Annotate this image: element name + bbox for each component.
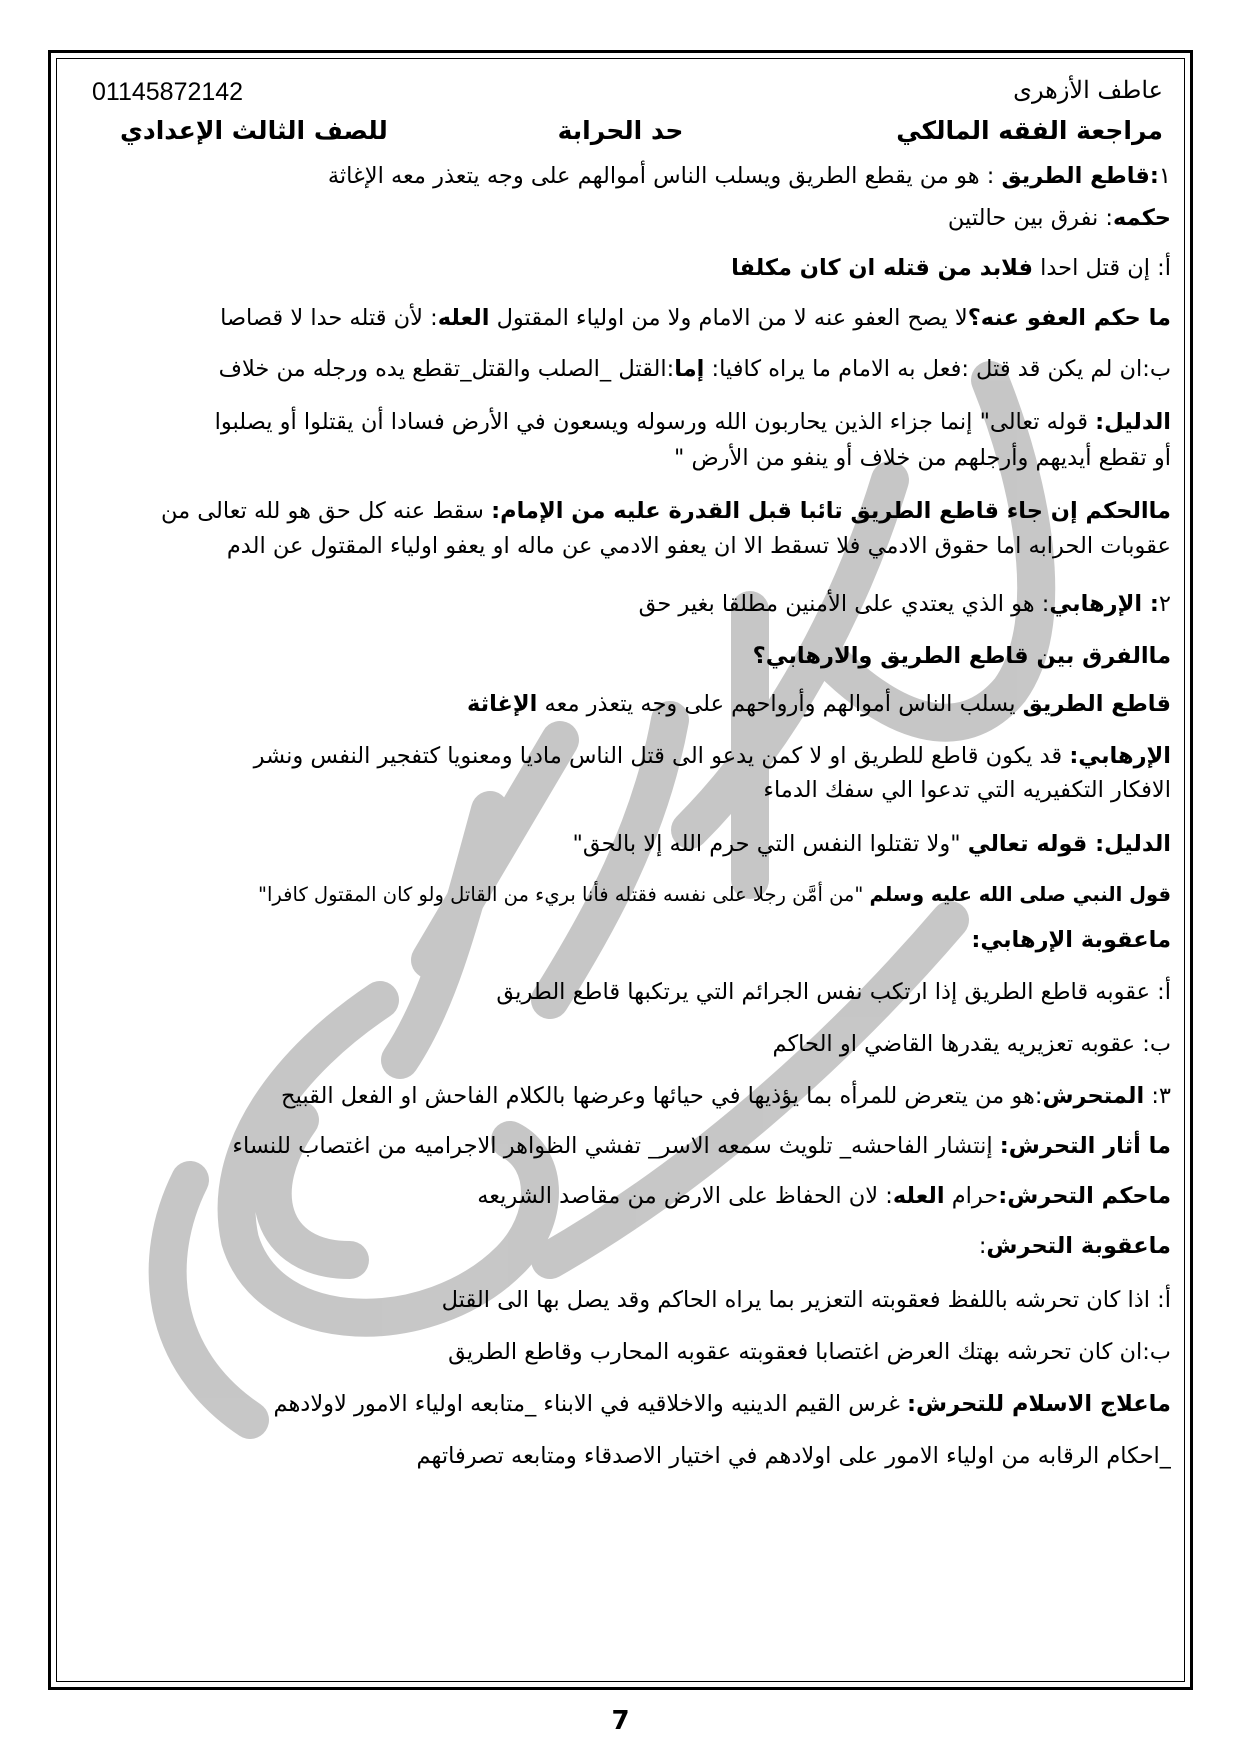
text-line <box>78 442 1171 475</box>
bold-term: ماحكم التحرش: <box>998 1183 1171 1209</box>
text-line <box>78 495 1171 528</box>
text-run: :هو من يتعرض للمرأه بما يؤذيها في حيائها وعرضها بالكلام الفاحش او الفعل القبيح <box>281 1083 1043 1109</box>
text-line <box>78 878 1171 911</box>
bold-term: :قاطع الطريق <box>1001 163 1159 189</box>
page-header <box>70 72 1171 152</box>
text-line <box>78 1180 1171 1213</box>
text-run: ٣: <box>1144 1083 1171 1109</box>
bold-term: قاطع الطريق <box>1022 691 1171 717</box>
text-run: ب: عقوبه تعزيريه يقدرها القاضي او الحاكم <box>772 1031 1171 1057</box>
bold-term: ماعقوبة التحرش <box>986 1233 1171 1259</box>
text-line <box>78 688 1171 721</box>
text-run: : لأن قتله حدا لا قصاصا <box>220 305 438 331</box>
text-run: ١ <box>1158 163 1171 189</box>
text-run: لا يصح العفو عنه لا من الامام ولا من اولياء المقتول <box>489 305 968 331</box>
text-line <box>78 740 1171 773</box>
bold-term: ما أثار التحرش: <box>999 1133 1171 1159</box>
text-line <box>78 302 1171 335</box>
text-line <box>78 406 1171 439</box>
text-run: يسلب الناس أموالهم وأرواحهم على وجه يتعذر معه <box>537 691 1023 717</box>
text-run: أ: عقوبه قاطع الطريق إذا ارتكب نفس الجرائم التي يرتكبها قاطع الطريق <box>496 979 1171 1005</box>
text-line <box>78 1388 1171 1421</box>
text-run: سقط عنه كل حق هو لله تعالى من <box>160 498 492 524</box>
text-line <box>78 1080 1171 1113</box>
text-run: ب:ان لم يكن قد قتل :فعل به الامام ما يراه كافيا: <box>704 356 1171 382</box>
bold-term: ماالفرق بين قاطع الطريق والارهابي؟ <box>752 643 1171 669</box>
text-run: "من أمَّن رجلا على نفسه فقتله فأنا بريء من القاتل ولو كان المقتول كافرا" <box>258 883 870 906</box>
bold-term: العله <box>892 1183 945 1209</box>
grade-label: للصف الثالث الإعدادي <box>120 116 388 145</box>
text-run: : نفرق بين حالتين <box>947 205 1113 231</box>
text-run: حرام <box>944 1183 999 1209</box>
text-run: : لان الحفاظ على الارض من مقاصد الشريعه <box>477 1183 893 1209</box>
text-run: ب:ان كان تحرشه بهتك العرض اغتصابا فعقوبته عقوبه المحارب وقاطع الطريق <box>448 1339 1171 1365</box>
page-number: 7 <box>611 1706 630 1736</box>
bold-term: قول النبي صلى الله عليه وسلم <box>869 883 1171 906</box>
bold-term: الإرهابي: <box>1069 743 1171 769</box>
text-line <box>78 1284 1171 1317</box>
text-line <box>78 353 1171 386</box>
text-line <box>78 1028 1171 1061</box>
subject-title: مراجعة الفقه المالكي <box>896 116 1163 145</box>
text-run: أ: اذا كان تحرشه باللفظ فعقوبته التعزير بما يراه الحاكم وقد يصل بها الى القتل <box>441 1287 1171 1313</box>
text-run: إنتشار الفاحشه_ تلويث سمعه الاسر_ تفشي الظواهر الاجراميه من اغتصاب للنساء <box>232 1133 1000 1159</box>
text-line <box>78 588 1171 621</box>
bold-term: الإغاثة <box>467 691 538 717</box>
text-line <box>78 202 1171 235</box>
text-line <box>78 1130 1171 1163</box>
bold-term: فلابد من قتله ان كان مكلفا <box>731 255 1033 281</box>
text-line <box>78 1230 1171 1263</box>
text-line <box>78 774 1171 807</box>
bold-term: العله <box>437 305 490 331</box>
text-run: : هو من يقطع الطريق ويسلب الناس أموالهم على وجه يتعذر معه الإغاثة <box>327 163 1002 189</box>
text-line <box>78 924 1171 957</box>
text-run: :القتل _الصلب والقتل_تقطع يده ورجله من خلاف <box>218 356 675 382</box>
text-line <box>78 252 1171 285</box>
bold-term: : الإرهابي <box>1049 591 1159 617</box>
text-run: عقوبات الحرابه اما حقوق الادمي فلا تسقط الا ان يعفو الادمي عن ماله او يعفو اولياء المقتول عن الدم <box>226 533 1171 559</box>
bold-term: الدليل: قوله تعالي <box>967 831 1171 857</box>
text-run: قوله تعالى" إنما جزاء الذين يحاربون الله ورسوله ويسعون في الأرض فسادا أن يقتلوا أو يصلبوا <box>214 409 1096 435</box>
text-run: _احكام الرقابه من اولياء الامور على اولادهم في اختيار الاصدقاء ومتابعه تصرفاتهم <box>416 1443 1171 1469</box>
bold-term: ما حكم العفو عنه؟ <box>967 305 1171 331</box>
bold-term: ماالحكم إن جاء قاطع الطريق تائبا قبل القدرة عليه من الإمام: <box>491 498 1171 524</box>
text-line <box>78 976 1171 1009</box>
text-run: الافكار التكفيريه التي تدعوا الي سفك الدماء <box>763 777 1171 803</box>
author-name: عاطف الأزهرى <box>1013 76 1163 104</box>
text-run: غرس القيم الدينيه والاخلاقيه في الابناء _متابعه اولياء الامور لاولادهم <box>273 1391 908 1417</box>
bold-term: المتحرش <box>1042 1083 1145 1109</box>
bold-term: ماعقوبة الإرهابي: <box>971 927 1171 953</box>
text-run: قد يكون قاطع للطريق او لا كمن يدعو الى قتل الناس ماديا ومعنويا كتفجير النفس ونشر <box>253 743 1070 769</box>
text-run: : هو الذي يعتدي على الأمنين مطلقا بغير حق <box>638 591 1050 617</box>
text-line <box>78 1440 1171 1473</box>
text-line <box>78 1336 1171 1369</box>
text-run: : <box>978 1233 987 1259</box>
text-run: أ: إن قتل احدا <box>1032 255 1171 281</box>
bold-term: ماعلاج الاسلام للتحرش: <box>907 1391 1171 1417</box>
topic-title: حد الحرابة <box>557 116 684 145</box>
text-run: أو تقطع أيديهم وأرجلهم من خلاف أو ينفو من الأرض " <box>673 445 1171 471</box>
bold-term: حكمه <box>1112 205 1171 231</box>
text-line <box>78 530 1171 563</box>
text-run: ٢ <box>1158 591 1171 617</box>
text-line <box>78 160 1171 193</box>
bold-term: إما <box>674 356 705 382</box>
text-line <box>78 828 1171 861</box>
text-line <box>78 640 1171 673</box>
text-run: "ولا تقتلوا النفس التي حرم الله إلا بالحق" <box>572 831 968 857</box>
bold-term: الدليل: <box>1095 409 1171 435</box>
phone-number: 01145872142 <box>92 78 244 106</box>
